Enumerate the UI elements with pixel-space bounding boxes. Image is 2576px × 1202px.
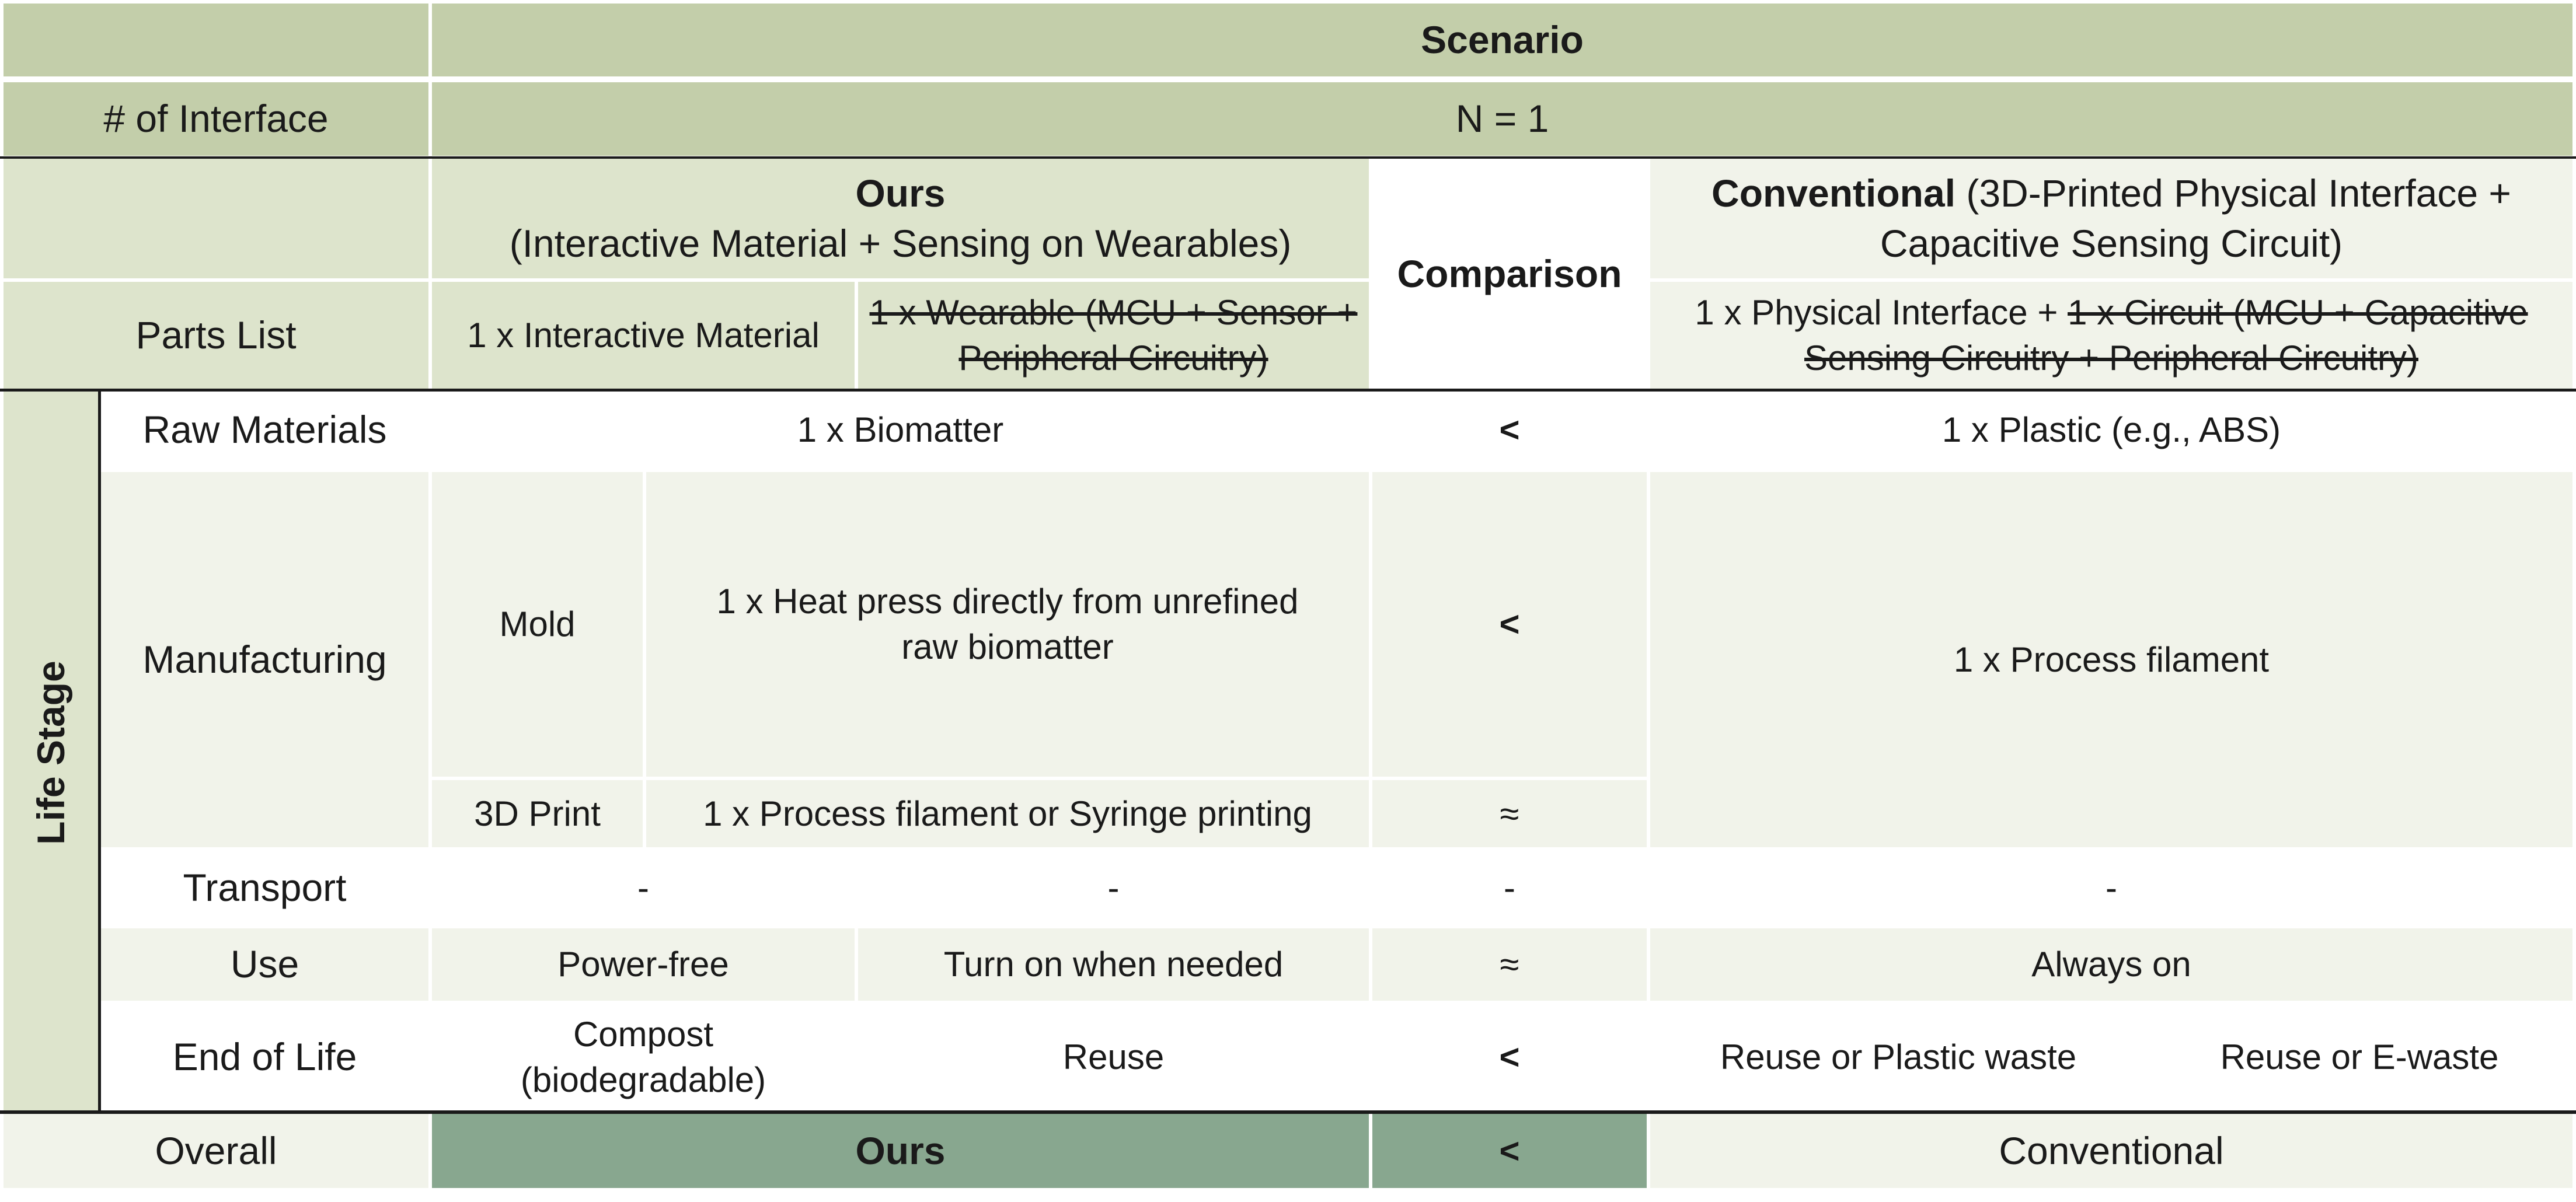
end-of-life-ours-b: Reuse xyxy=(858,1004,1369,1110)
conventional-subtitle-b: Capacitive Sensing Circuit) xyxy=(1880,221,2343,265)
overall-comparison: < xyxy=(1372,1114,1647,1188)
print-label: 3D Print xyxy=(432,780,643,847)
conventional-interface-part: 1 x Physical Interface + xyxy=(1695,293,2068,332)
end-of-life-ours-a-line2: (biodegradable) xyxy=(520,1060,766,1099)
ours-header xyxy=(432,159,1369,278)
end-of-life-conventional-b: Reuse or E-waste xyxy=(2146,1004,2572,1110)
transport-conventional: - xyxy=(1650,851,2572,925)
scenario-header: Scenario xyxy=(432,4,2572,76)
conventional-parts-text xyxy=(1668,290,2555,381)
use-comparison: ≈ xyxy=(1372,928,1647,1001)
ours-wearable-part: 1 x Wearable (MCU + Sensor + Peripheral Circuitry) xyxy=(858,282,1369,389)
conventional-title-line xyxy=(1711,169,2511,219)
mold-value: 1 x Heat press directly from unrefined raw biomatter xyxy=(646,472,1369,777)
print-value: 1 x Process filament or Syringe printing xyxy=(646,780,1369,847)
transport-comparison: - xyxy=(1372,851,1647,925)
use-ours-a: Power-free xyxy=(432,928,855,1001)
ours-subtitle: (Interactive Material + Sensing on Wearables) xyxy=(509,221,1292,265)
overall-ours: Ours xyxy=(432,1114,1369,1188)
ours-title: Ours xyxy=(855,171,946,215)
end-of-life-conventional-a: Reuse or Plastic waste xyxy=(1650,1004,2146,1110)
overall-conventional: Conventional xyxy=(1650,1114,2572,1188)
transport-ours-a: - xyxy=(432,851,855,925)
manufacturing-label: Manufacturing xyxy=(101,472,428,847)
manufacturing-conventional: 1 x Process filament xyxy=(1650,472,2572,847)
num-interface-value: N = 1 xyxy=(432,82,2572,156)
conventional-title: Conventional xyxy=(1711,171,1956,215)
mold-comparison: < xyxy=(1372,472,1647,777)
use-ours-b: Turn on when needed xyxy=(858,928,1369,1001)
transport-label: Transport xyxy=(101,851,428,925)
overall-label: Overall xyxy=(4,1114,428,1188)
conventional-parts xyxy=(1650,282,2572,389)
transport-ours-b: - xyxy=(858,851,1369,925)
raw-materials-label: Raw Materials xyxy=(101,392,428,469)
end-of-life-label: End of Life xyxy=(101,1004,428,1110)
end-of-life-ours-a xyxy=(432,1004,855,1110)
raw-materials-comparison: < xyxy=(1372,392,1647,469)
conventional-subtitle-a: (3D-Printed Physical Interface + xyxy=(1966,171,2511,215)
parts-list-label: Parts List xyxy=(4,282,428,389)
num-interface-label: # of Interface xyxy=(4,82,428,156)
raw-materials-conventional: 1 x Plastic (e.g., ABS) xyxy=(1650,392,2572,469)
end-of-life-comparison: < xyxy=(1372,1004,1647,1110)
print-comparison: ≈ xyxy=(1372,780,1647,847)
raw-materials-ours: 1 x Biomatter xyxy=(432,392,1369,469)
life-stage-label: Life Stage xyxy=(29,661,72,845)
mold-label: Mold xyxy=(432,472,643,777)
corner-empty-cell xyxy=(4,4,428,76)
comparison-header: Comparison xyxy=(1372,159,1647,389)
ours-material-part: 1 x Interactive Material xyxy=(432,282,855,389)
use-conventional: Always on xyxy=(1650,928,2572,1001)
parts-header-empty xyxy=(4,159,428,278)
use-label: Use xyxy=(101,928,428,1001)
conventional-header xyxy=(1650,159,2572,278)
end-of-life-ours-a-line1: Compost xyxy=(573,1015,714,1054)
conventional-circuit-part: 1 x Circuit (MCU + Capacitive Sensing Circuitry + Peripheral Circuitry) xyxy=(1804,293,2528,378)
